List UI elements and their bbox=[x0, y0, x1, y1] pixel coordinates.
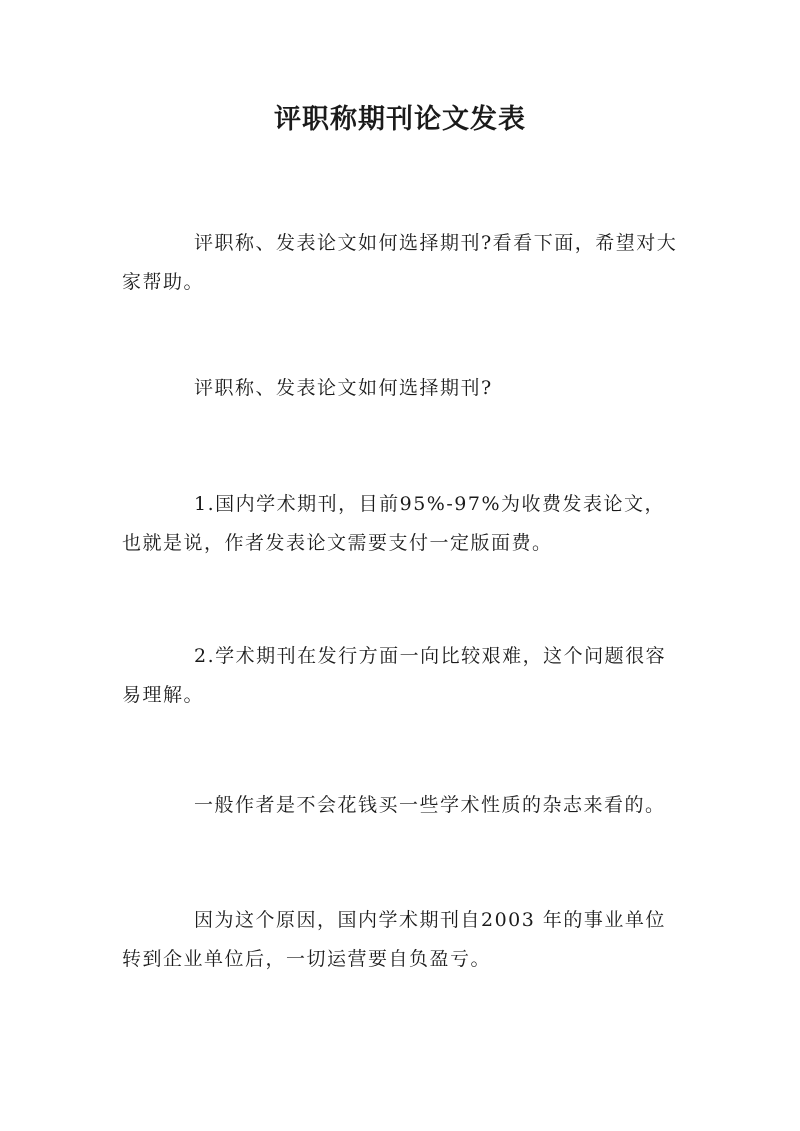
paragraph-question: 评职称、发表论文如何选择期刊? bbox=[194, 377, 493, 399]
paragraph-intro: 评职称、发表论文如何选择期刊?看看下面，希望对大家帮助。 bbox=[122, 232, 678, 293]
paragraph-point-1: 1.国内学术期刊，目前95%-97%为收费发表论文，也就是说，作者发表论文需要支付一定版面费。 bbox=[122, 493, 666, 554]
paragraph-point-2: 2.学术期刊在发行方面一向比较艰难，这个问题很容易理解。 bbox=[122, 645, 667, 706]
paragraph-general-authors: 一般作者是不会花钱买一些学术性质的杂志来看的。 bbox=[194, 794, 666, 816]
paragraph-reason: 因为这个原因，国内学术期刊自2003 年的事业单位转到企业单位后，一切运营要自负盈亏。 bbox=[122, 909, 666, 970]
document-title: 评职称期刊论文发表 bbox=[274, 104, 526, 135]
